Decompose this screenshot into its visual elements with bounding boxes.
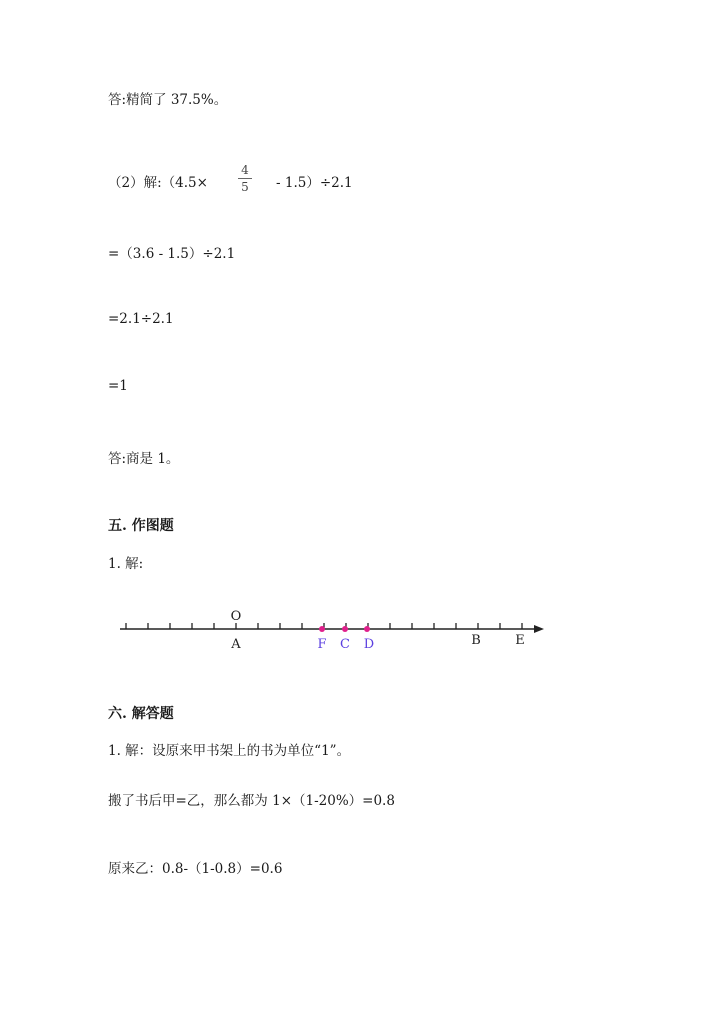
label-D: D [363, 637, 375, 652]
problem-2-expression-end: - 1.5）÷2.1 [276, 175, 353, 191]
label-C: C [340, 637, 350, 652]
label-F: F [317, 637, 327, 652]
origin-label: O [230, 609, 242, 624]
arrow-right-icon [534, 625, 544, 633]
point-F [319, 626, 325, 632]
section-6-line-3: 原来乙：0.8-（1-0.8）=0.6 [108, 861, 283, 877]
label-E: E [515, 633, 525, 648]
point-C [342, 626, 348, 632]
section-6-title: 六. 解答题 [108, 706, 174, 722]
point-D [364, 626, 370, 632]
section-5-item: 1. 解: [108, 556, 144, 572]
section-5-title: 五. 作图题 [108, 518, 174, 534]
fraction-denominator: 5 [241, 180, 249, 194]
problem-2-expression-start: （2）解:（4.5× [108, 175, 208, 191]
step-line-1: =（3.6 - 1.5）÷2.1 [108, 246, 236, 262]
section-6-line-1: 1. 解：设原来甲书架上的书为单位“1”。 [108, 743, 351, 759]
label-A: A [231, 637, 241, 652]
section-6-line-2: 搬了书后甲=乙，那么都为 1×（1-20%）=0.8 [108, 793, 395, 809]
answer-line-1: 答:精简了 37.5%。 [108, 92, 228, 108]
label-B: B [471, 633, 481, 648]
fraction-numerator: 4 [241, 163, 249, 177]
step-line-3: =1 [108, 378, 128, 394]
step-line-2: =2.1÷2.1 [108, 311, 174, 327]
answer-line-2: 答:商是 1。 [108, 451, 180, 467]
